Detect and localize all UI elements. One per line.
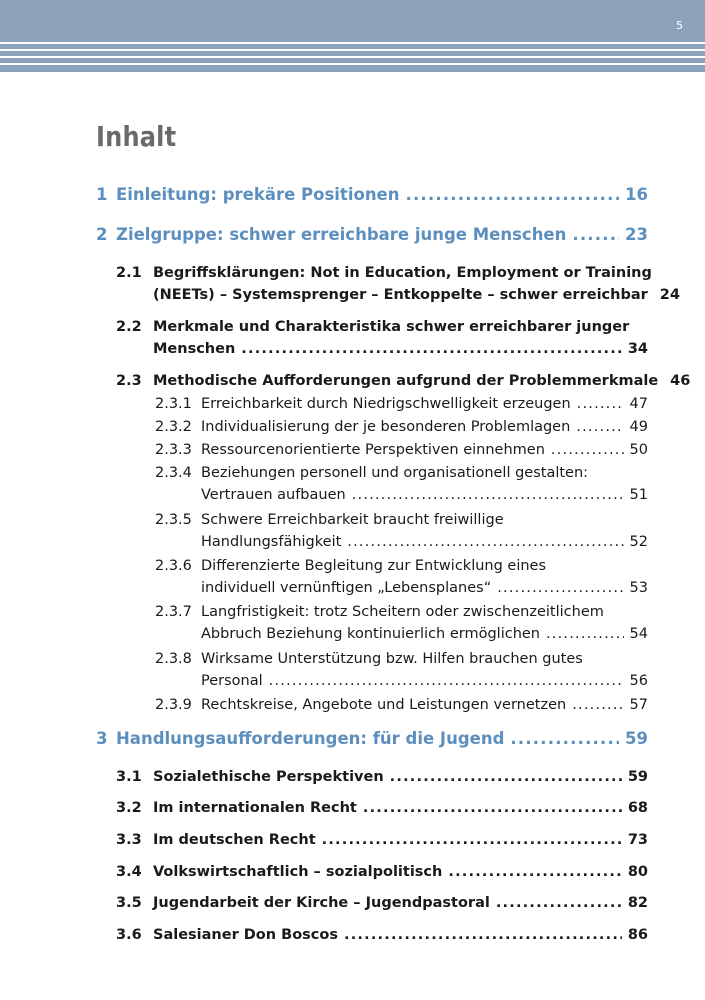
toc-entry-title: Beziehungen personell und organisationell gestalten: (201, 465, 589, 481)
toc-entry-page: 50 (629, 442, 648, 458)
toc-entry-page: 56 (629, 673, 648, 689)
toc-entry-title: Differenzierte Begleitung zur Entwicklung eines (201, 558, 547, 574)
toc-entry-page: 51 (629, 487, 648, 503)
toc-entry-number: 2.3.2 (155, 419, 192, 435)
toc-entry-number: 2.3.8 (155, 651, 192, 667)
toc-leader-dots (576, 417, 623, 437)
toc-entry[interactable] (116, 893, 648, 915)
toc-entry-title: Jugendarbeit der Kirche – Jugendpastoral (153, 895, 490, 911)
toc-entry-title: individuell vernünftigen „Lebensplanes“ (201, 580, 492, 596)
toc-entry-title: Wirksame Unterstützung bzw. Hilfen brauchen gutes (201, 651, 583, 667)
toc-entry-title: Erreichbarkeit durch Niedrigschwelligkeit erzeugen (201, 396, 571, 412)
toc-entry[interactable] (155, 649, 648, 693)
toc-entry-line (155, 624, 648, 646)
header-stripe (0, 56, 705, 58)
toc-entry-number: 3.1 (116, 769, 142, 785)
toc-leader-dots (496, 893, 622, 913)
toc-entry-line (155, 463, 648, 485)
toc-entry-number: 2.3.7 (155, 604, 192, 620)
toc-entry-page: 59 (627, 769, 648, 785)
toc-entry[interactable] (116, 830, 648, 852)
toc-entry-number: 2.3 (116, 373, 142, 389)
toc-entry-title: Menschen (153, 341, 236, 357)
toc-entry-title: Einleitung: prekäre Positionen (116, 185, 400, 204)
toc-entry-line (96, 225, 648, 247)
toc-entry-title: Volkswirtschaftlich – sozialpolitisch (153, 864, 443, 880)
toc-leader-dots (510, 729, 619, 749)
toc-entry-title: Abbruch Beziehung kontinuierlich ermöglichen (201, 626, 540, 642)
toc-entry-title: Langfristigkeit: trotz Scheitern oder zwischenzeitlichem (201, 604, 604, 620)
toc-entry-number: 2.3.5 (155, 512, 192, 528)
toc-entry-page: 52 (629, 534, 648, 550)
toc-entry-number: 2.3.9 (155, 697, 192, 713)
toc-entry-title: Im deutschen Recht (153, 832, 316, 848)
toc-entry-line (155, 510, 648, 532)
toc-entry[interactable] (155, 602, 648, 646)
toc-entry-line (155, 394, 648, 416)
toc-leader-dots (546, 624, 624, 644)
toc-entry[interactable] (116, 925, 648, 947)
toc-entry-title: Handlungsaufforderungen: für die Jugend (116, 729, 505, 748)
toc-entry-number: 3.4 (116, 864, 142, 880)
toc-leader-dots (406, 185, 620, 205)
toc-entry-page: 57 (629, 697, 648, 713)
toc-entry-title: Zielgruppe: schwer erreichbare junge Menschen (116, 225, 567, 244)
toc-entry-line (155, 440, 648, 462)
toc-entry-number: 3.3 (116, 832, 142, 848)
toc-entry-line (116, 767, 648, 789)
toc-leader-dots (577, 394, 624, 414)
toc-entry-page: 24 (659, 287, 680, 303)
toc-entry-number: 2.3.3 (155, 442, 192, 458)
toc-entry-line (96, 729, 648, 751)
page-title: Inhalt (96, 120, 177, 153)
toc-entry-title: Merkmale und Charakteristika schwer erreichbarer junger (153, 319, 630, 335)
toc-entry[interactable] (96, 225, 648, 247)
toc-entry-page: 59 (625, 729, 648, 748)
toc-entry[interactable] (96, 729, 648, 751)
toc-entry-line (116, 263, 652, 285)
toc-entry-title: Salesianer Don Boscos (153, 927, 338, 943)
page-number: 5 (676, 19, 683, 32)
toc-entry[interactable] (116, 263, 680, 307)
toc-entry-number: 3 (96, 729, 108, 748)
toc-entry-line (116, 925, 648, 947)
toc-entry-line (155, 556, 648, 578)
toc-entry-title: Methodische Aufforderungen aufgrund der Problemmerkmale (153, 373, 659, 389)
toc-entry-page: 73 (627, 832, 648, 848)
toc-entry-number: 2.3.1 (155, 396, 192, 412)
toc-entry-title: Ressourcenorientierte Perspektiven einnehmen (201, 442, 545, 458)
toc-entry-title: (NEETs) – Systemsprenger – Entkoppelte – schwer erreichbar (153, 287, 648, 303)
toc-entry-page: 49 (629, 419, 648, 435)
toc-entry-title: Handlungsfähigkeit (201, 534, 342, 550)
toc-entry-number: 1 (96, 185, 108, 204)
toc-leader-dots (347, 532, 623, 552)
toc-entry[interactable] (155, 463, 648, 507)
toc-entry-title: Rechtskreise, Angebote und Leistungen vernetzen (201, 697, 567, 713)
toc-entry-line (155, 532, 648, 554)
toc-entry-number: 2.1 (116, 265, 142, 281)
toc-entry-page: 68 (627, 800, 648, 816)
toc-entry[interactable] (96, 185, 648, 207)
toc-entry-line (116, 893, 648, 915)
toc-leader-dots (352, 485, 624, 505)
toc-entry[interactable] (116, 862, 648, 884)
toc-entry-line (155, 602, 648, 624)
toc-entry-number: 3.2 (116, 800, 142, 816)
toc-entry-line (116, 830, 648, 852)
toc-entry-line (116, 862, 648, 884)
header-band (0, 0, 705, 72)
toc-entry-page: 16 (625, 185, 648, 204)
toc-leader-dots (344, 925, 622, 945)
toc-entry-number: 3.6 (116, 927, 142, 943)
toc-entry-page: 34 (627, 341, 648, 357)
toc-leader-dots (241, 339, 622, 359)
toc-entry-page: 46 (670, 373, 691, 389)
toc-leader-dots (572, 695, 623, 715)
toc-entry-line (116, 798, 648, 820)
toc-entry-title: Personal (201, 673, 263, 689)
toc-entry-title: Individualisierung der je besonderen Problemlagen (201, 419, 571, 435)
toc-entry-page: 86 (627, 927, 648, 943)
toc-leader-dots (572, 225, 619, 245)
toc-leader-dots (363, 798, 622, 818)
toc-entry-number: 2.3.4 (155, 465, 192, 481)
header-stripe (0, 63, 705, 65)
toc-leader-dots (497, 578, 623, 598)
toc-entry-page: 53 (629, 580, 648, 596)
toc-entry-number: 3.5 (116, 895, 142, 911)
toc-entry-line (155, 485, 648, 507)
toc-entry-number: 2 (96, 225, 108, 244)
toc-entry-line (96, 185, 648, 207)
toc-entry-line (155, 417, 648, 439)
header-stripe (0, 49, 705, 51)
toc-leader-dots (269, 671, 624, 691)
toc-entry-line (155, 671, 648, 693)
header-stripe (0, 42, 705, 44)
toc-entry-page: 80 (627, 864, 648, 880)
toc-entry-page: 23 (625, 225, 648, 244)
toc-entry[interactable] (155, 695, 648, 717)
toc-entry-line (116, 317, 648, 339)
toc-leader-dots (322, 830, 622, 850)
toc-entry[interactable] (155, 440, 648, 462)
toc-entry[interactable] (155, 417, 648, 439)
toc-entry[interactable] (116, 767, 648, 789)
toc-entry-line (116, 285, 680, 307)
toc-entry-line (155, 695, 648, 717)
toc-entry[interactable] (116, 798, 648, 820)
toc-leader-dots (551, 440, 624, 460)
toc-entry[interactable] (155, 510, 648, 554)
toc-entry-number: 2.2 (116, 319, 142, 335)
toc-entry-page: 82 (627, 895, 648, 911)
toc-entry-line (155, 578, 648, 600)
toc-entry[interactable] (116, 317, 648, 361)
toc-entry[interactable] (155, 556, 648, 600)
toc-entry-number: 2.3.6 (155, 558, 192, 574)
toc-leader-dots (390, 767, 622, 787)
toc-entry-line (155, 649, 648, 671)
toc-entry-page: 54 (629, 626, 648, 642)
toc-entry-title: Sozialethische Perspektiven (153, 769, 384, 785)
toc-entry-line (116, 339, 648, 361)
toc-entry-page: 47 (629, 396, 648, 412)
toc-entry[interactable] (155, 394, 648, 416)
toc-entry-line (116, 371, 691, 393)
toc-entry[interactable] (116, 371, 691, 393)
toc-entry-title: Begriffsklärungen: Not in Education, Employment or Training (153, 265, 652, 281)
toc-entry-title: Im internationalen Recht (153, 800, 357, 816)
toc-entry-title: Vertrauen aufbauen (201, 487, 346, 503)
toc-entry-title: Schwere Erreichbarkeit braucht freiwillige (201, 512, 504, 528)
toc-leader-dots (448, 862, 621, 882)
